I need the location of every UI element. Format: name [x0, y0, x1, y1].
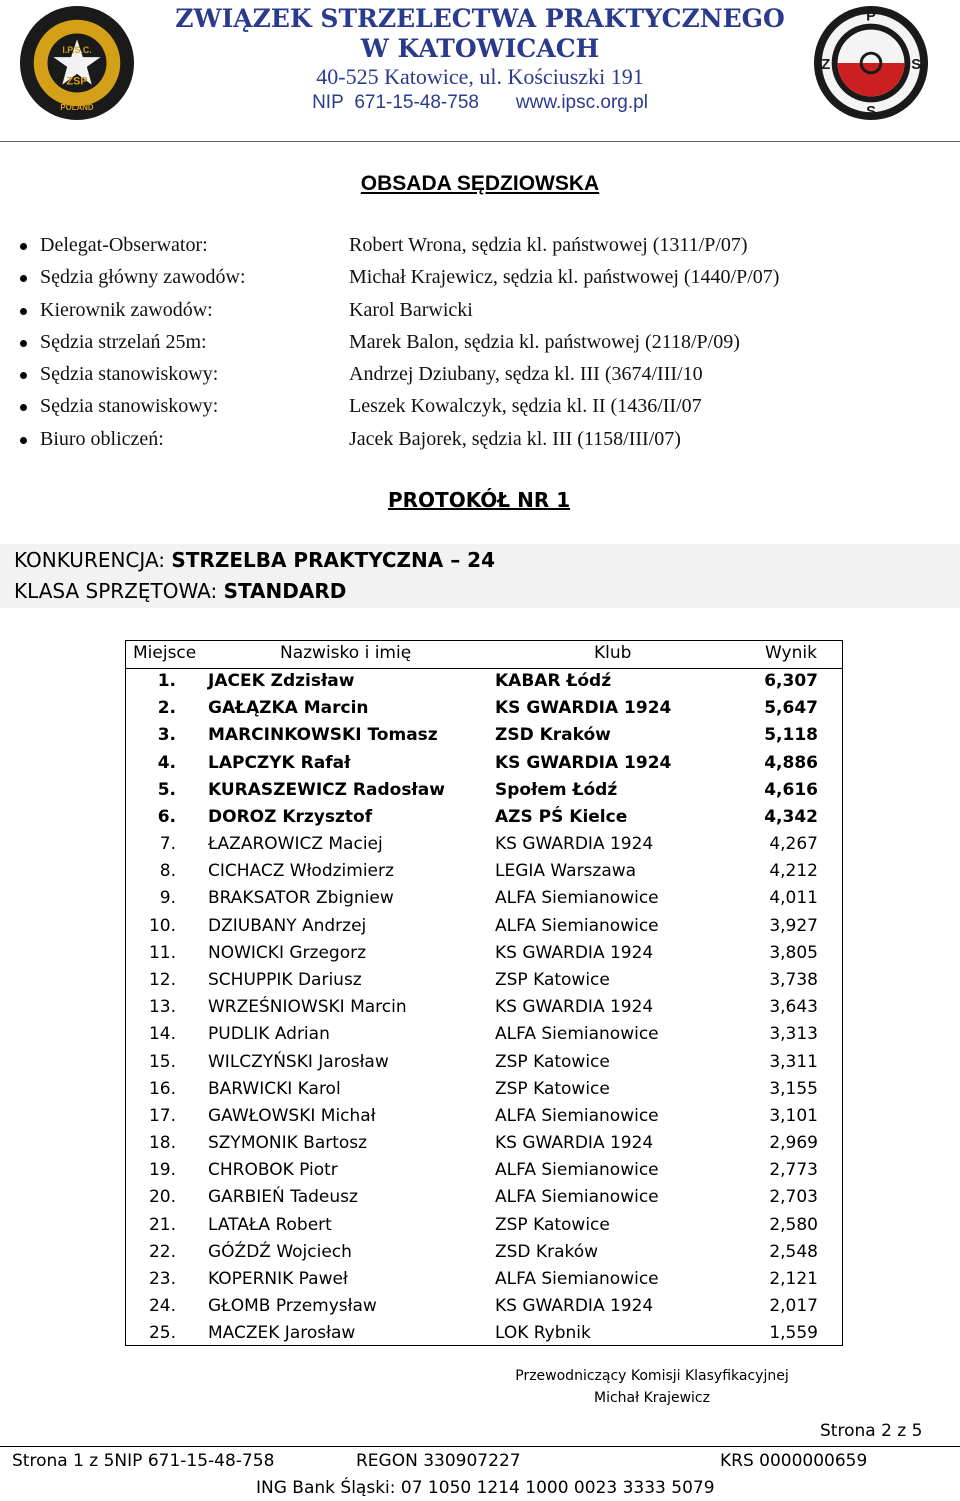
cell-score: 3,101 — [769, 1105, 818, 1126]
table-row — [126, 1295, 842, 1322]
cell-score: 1,559 — [769, 1323, 818, 1344]
official-item — [20, 395, 940, 427]
cell-name: SCHUPPIK Dariusz — [208, 969, 362, 990]
table-row — [126, 942, 842, 969]
bullet-icon — [20, 437, 27, 444]
cell-score: 3,313 — [769, 1024, 818, 1045]
table-row — [126, 969, 842, 996]
cell-club: ZSD Kraków — [495, 1241, 599, 1262]
official-item — [20, 331, 940, 363]
cell-club: ZSP Katowice — [495, 1078, 610, 1099]
cell-score: 2,580 — [769, 1214, 818, 1235]
bullet-icon — [20, 275, 27, 282]
cell-name: WRZEŚNIOWSKI Marcin — [208, 997, 407, 1018]
cell-score: 2,548 — [769, 1241, 818, 1262]
official-role: Sędzia stanowiskowy: — [40, 363, 219, 386]
header-divider — [0, 141, 960, 142]
cell-name: BARWICKI Karol — [208, 1078, 341, 1099]
table-row — [126, 779, 842, 806]
protocol-title: PROTOKÓŁ NR 1 — [388, 488, 571, 512]
table-row — [126, 724, 842, 751]
cell-club: AZS PŚ Kielce — [495, 806, 628, 827]
official-person: Marek Balon, sędzia kl. państwowej (2118/P/09) — [349, 330, 740, 353]
table-row — [126, 1105, 842, 1132]
cell-club: KABAR Łódź — [495, 671, 612, 691]
officials-list — [20, 234, 940, 460]
competition-label: KONKURENCJA: — [14, 548, 166, 572]
official-person: Karol Barwicki — [349, 298, 473, 321]
cell-score: 3,155 — [769, 1078, 818, 1099]
cell-club: ZSP Katowice — [495, 1214, 610, 1235]
cell-place: 15. — [148, 1051, 176, 1072]
cell-place: 10. — [148, 915, 176, 936]
competition-box — [0, 544, 960, 608]
official-role: Sędzia strzelań 25m: — [40, 330, 207, 353]
cell-score: 4,342 — [764, 806, 818, 827]
cell-club: ZSD Kraków — [495, 725, 611, 746]
class-label: KLASA SPRZĘTOWA: — [14, 579, 218, 603]
cell-score: 6,307 — [764, 671, 818, 691]
table-row — [126, 860, 842, 887]
cell-score: 3,927 — [769, 915, 818, 936]
cell-name: LAPCZYK Rafał — [208, 752, 351, 773]
footer-page-nip: Strona 1 z 5NIP 671-15-48-758 — [12, 1451, 275, 1471]
cell-name: WILCZYŃSKI Jarosław — [208, 1051, 389, 1072]
cell-club: ZSP Katowice — [495, 969, 610, 990]
footer-krs: KRS 0000000659 — [720, 1451, 868, 1471]
cell-score: 3,311 — [769, 1051, 818, 1072]
table-row — [126, 1078, 842, 1105]
footer-bank: ING Bank Śląski: 07 1050 1214 1000 0023 3333 5079 — [256, 1478, 715, 1498]
cell-club: Społem Łódź — [495, 779, 618, 800]
cell-place: 25. — [148, 1323, 176, 1344]
website-link[interactable]: www.ipsc.org.pl — [515, 92, 648, 113]
table-row — [126, 1186, 842, 1213]
official-person: Michał Krajewicz, sędzia kl. państwowej (1440/P/07) — [349, 266, 780, 289]
cell-place: 14. — [148, 1024, 176, 1045]
nip-value: 671-15-48-758 — [354, 92, 479, 113]
cell-club: ALFA Siemianowice — [495, 1268, 659, 1289]
signature-name: Michał Krajewicz — [594, 1390, 710, 1406]
competition-line — [14, 548, 495, 572]
table-row — [126, 697, 842, 724]
cell-place: 24. — [148, 1296, 176, 1317]
table-header — [126, 641, 842, 669]
cell-place: 20. — [148, 1187, 176, 1208]
document-title: OBSADA SĘDZIOWSKA — [360, 172, 600, 195]
cell-place: 22. — [148, 1241, 176, 1262]
pzss-logo — [812, 4, 930, 122]
bullet-icon — [20, 404, 27, 411]
official-item — [20, 299, 940, 331]
cell-club: KS GWARDIA 1924 — [495, 942, 654, 963]
cell-place: 11. — [148, 942, 176, 963]
cell-place: 16. — [148, 1078, 176, 1099]
table-row — [126, 1051, 842, 1078]
cell-name: GARBIEŃ Tadeusz — [208, 1187, 358, 1208]
cell-club: ZSP Katowice — [495, 1051, 610, 1072]
logo-zsp-text: ZSP — [66, 75, 88, 88]
cell-club: ALFA Siemianowice — [495, 1187, 659, 1208]
cell-club: KS GWARDIA 1924 — [495, 752, 672, 773]
cell-club: KS GWARDIA 1924 — [495, 698, 672, 719]
table-row — [126, 806, 842, 833]
official-item — [20, 428, 940, 460]
official-person: Andrzej Dziubany, sędza kl. III (3674/III/10 — [349, 363, 703, 386]
competition-value: STRZELBA PRAKTYCZNA – 24 — [171, 548, 496, 572]
cell-score: 2,969 — [769, 1133, 818, 1154]
header-club: Klub — [594, 643, 632, 663]
cell-name: MACZEK Jarosław — [208, 1323, 356, 1344]
cell-score: 3,738 — [769, 969, 818, 990]
cell-score: 5,118 — [764, 725, 818, 746]
cell-place: 19. — [148, 1160, 176, 1181]
cell-name: GAŁĄZKA Marcin — [208, 698, 369, 719]
official-item — [20, 363, 940, 395]
header-place: Miejsce — [133, 643, 197, 663]
cell-name: JACEK Zdzisław — [208, 671, 355, 691]
footer-divider — [0, 1446, 960, 1447]
table-row — [126, 1322, 842, 1349]
cell-name: KURASZEWICZ Radosław — [208, 779, 445, 800]
table-row — [126, 996, 842, 1023]
cell-name: LATAŁA Robert — [208, 1214, 332, 1235]
cell-place: 18. — [148, 1133, 176, 1154]
table-row — [126, 1268, 842, 1295]
cell-place: 9. — [159, 888, 176, 909]
cell-club: LEGIA Warszawa — [495, 861, 637, 882]
cell-name: MARCINKOWSKI Tomasz — [208, 725, 438, 746]
cell-place: 3. — [157, 725, 176, 746]
bullet-icon — [20, 243, 27, 250]
cell-club: KS GWARDIA 1924 — [495, 834, 654, 855]
logo-letter-p: P — [866, 8, 876, 25]
page-number: Strona 2 z 5 — [820, 1421, 923, 1441]
cell-club: ALFA Siemianowice — [495, 888, 659, 909]
cell-score: 4,212 — [769, 861, 818, 882]
cell-score: 5,647 — [764, 698, 818, 719]
cell-score: 3,643 — [769, 997, 818, 1018]
cell-name: CHROBOK Piotr — [208, 1160, 338, 1181]
cell-name: KOPERNIK Paweł — [208, 1268, 348, 1289]
cell-score: 4,011 — [769, 888, 818, 909]
org-title-line1: ZWIĄZEK STRZELECTWA PRAKTYCZNEGO — [175, 4, 785, 33]
cell-place: 17. — [148, 1105, 176, 1126]
cell-name: GAWŁOWSKI Michał — [208, 1105, 376, 1126]
cell-club: KS GWARDIA 1924 — [495, 1296, 654, 1317]
logo-poland-text: POLAND — [60, 103, 94, 113]
cell-name: NOWICKI Grzegorz — [208, 942, 367, 963]
cell-name: CICHACZ Włodzimierz — [208, 861, 394, 882]
table-row — [126, 833, 842, 860]
cell-club: ALFA Siemianowice — [495, 1160, 659, 1181]
cell-name: GŁOMB Przemysław — [208, 1296, 377, 1317]
bullet-icon — [20, 340, 27, 347]
cell-place: 8. — [159, 861, 176, 882]
cell-score: 4,886 — [764, 752, 818, 773]
cell-place: 2. — [157, 698, 176, 719]
official-role: Delegat-Obserwator: — [40, 234, 208, 256]
cell-club: ALFA Siemianowice — [495, 915, 659, 936]
cell-place: 1. — [157, 671, 176, 691]
official-item — [20, 234, 940, 266]
class-line — [14, 579, 346, 603]
cell-club: KS GWARDIA 1924 — [495, 997, 654, 1018]
official-role: Kierownik zawodów: — [40, 298, 213, 321]
cell-name: DOROZ Krzysztof — [208, 806, 373, 827]
cell-score: 3,805 — [769, 942, 818, 963]
table-row — [126, 1159, 842, 1186]
official-person: Jacek Bajorek, sędzia kl. III (1158/III/07) — [349, 427, 681, 450]
cell-place: 7. — [159, 834, 176, 855]
cell-club: KS GWARDIA 1924 — [495, 1133, 654, 1154]
official-role: Sędzia stanowiskowy: — [40, 395, 219, 418]
cell-place: 6. — [157, 806, 176, 827]
table-row — [126, 915, 842, 942]
logo-letter-s-bottom: S — [866, 104, 876, 121]
cell-name: BRAKSATOR Zbigniew — [208, 888, 394, 909]
cell-name: SZYMONIK Bartosz — [208, 1133, 368, 1154]
nip-label: NIP — [312, 92, 344, 113]
cell-score: 2,121 — [769, 1268, 818, 1289]
header-name: Nazwisko i imię — [280, 643, 412, 663]
cell-score: 2,703 — [769, 1187, 818, 1208]
bullet-icon — [20, 372, 27, 379]
official-item — [20, 266, 940, 298]
cell-place: 12. — [148, 969, 176, 990]
official-role: Sędzia główny zawodów: — [40, 266, 246, 289]
table-row — [126, 887, 842, 914]
bullet-icon — [20, 308, 27, 315]
cell-club: ALFA Siemianowice — [495, 1024, 659, 1045]
cell-place: 5. — [157, 779, 176, 800]
table-row — [126, 1132, 842, 1159]
logo-letter-z: Z — [821, 56, 831, 73]
class-value: STANDARD — [223, 579, 347, 603]
cell-place: 13. — [148, 997, 176, 1018]
cell-name: PUDLIK Adrian — [208, 1024, 330, 1045]
footer-regon: REGON 330907227 — [356, 1451, 521, 1471]
official-role: Biuro obliczeń: — [40, 427, 164, 450]
cell-place: 4. — [157, 752, 176, 773]
table-row — [126, 1241, 842, 1268]
cell-name: DZIUBANY Andrzej — [208, 915, 367, 936]
cell-name: GÓŹDŹ Wojciech — [208, 1241, 352, 1262]
org-title-line2: W KATOWICACH — [360, 34, 600, 63]
cell-club: LOK Rybnik — [495, 1323, 591, 1344]
cell-club: ALFA Siemianowice — [495, 1105, 659, 1126]
table-row — [126, 670, 842, 697]
signature-title: Przewodniczący Komisji Klasyfikacyjnej — [515, 1368, 789, 1384]
header-score: Wynik — [765, 643, 817, 663]
cell-name: ŁAZAROWICZ Maciej — [208, 834, 383, 855]
official-person: Leszek Kowalczyk, sędzia kl. II (1436/II/07 — [349, 395, 702, 418]
org-address: 40-525 Katowice, ul. Kościuszki 191 — [316, 64, 644, 89]
table-row — [126, 1214, 842, 1241]
cell-score: 4,616 — [764, 779, 818, 800]
table-row — [126, 752, 842, 779]
logo-letter-s: S — [911, 56, 922, 73]
cell-score: 2,773 — [769, 1160, 818, 1181]
table-row — [126, 1023, 842, 1050]
results-table — [125, 640, 843, 1346]
cell-place: 21. — [148, 1214, 176, 1235]
official-person: Robert Wrona, sędzia kl. państwowej (1311/P/07) — [349, 234, 748, 256]
cell-score: 4,267 — [769, 834, 818, 855]
logo-ipsc-text: I.P.S.C. — [62, 45, 92, 56]
cell-score: 2,017 — [769, 1296, 818, 1317]
cell-place: 23. — [148, 1268, 176, 1289]
